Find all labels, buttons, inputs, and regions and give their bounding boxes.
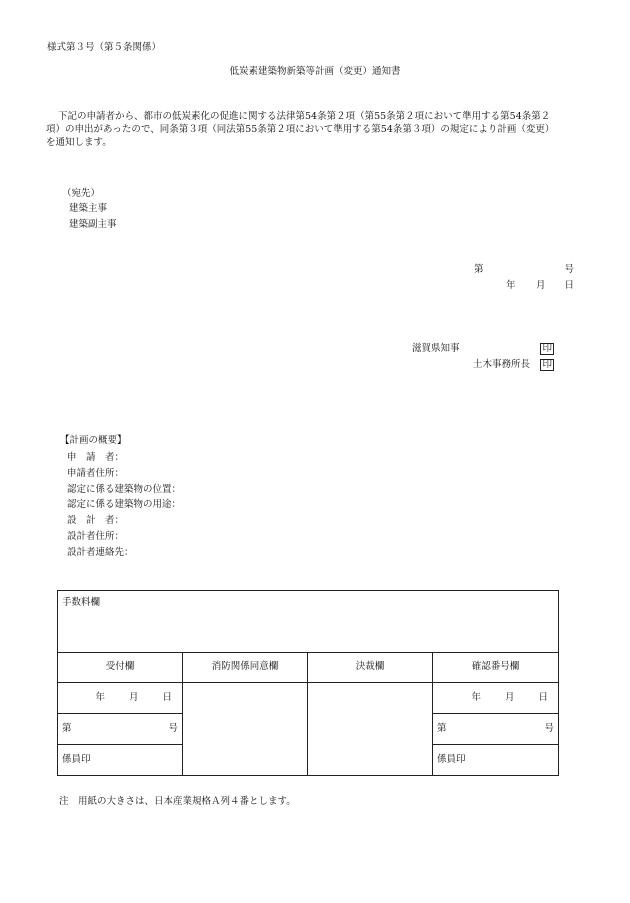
fire-consent-cell (183, 683, 308, 776)
reception-number (58, 714, 183, 745)
number-suffix: 号 (544, 722, 555, 734)
approval-cell (308, 683, 433, 776)
header-fire-consent: 消防関係同意欄 (183, 653, 308, 683)
number-prefix: 第 (474, 264, 484, 275)
date-year: 年 (506, 280, 516, 291)
date-day: 日 (538, 691, 549, 703)
body-line: 項）の申出があったので、同条第３項（同法第55条第２項において準用する第54条第３項）の規定により計画（変更） (46, 123, 555, 135)
reception-date (58, 683, 183, 714)
addressee-item: 建築主事 (69, 203, 108, 214)
document-title: 低炭素建築物新築等計画（変更）通知書 (229, 66, 401, 77)
confirmation-number (433, 714, 559, 745)
overview-heading: 【計画の概要】 (60, 435, 127, 446)
overview-item: 申請者住所： (67, 467, 125, 479)
date-month: 月 (128, 691, 139, 703)
seal-mark: 印 (542, 359, 552, 370)
fee-label: 手数料欄 (62, 597, 101, 608)
form-id: 様式第３号（第５条関係） (47, 42, 162, 53)
overview-item: 申 請 者： (67, 452, 125, 463)
number-suffix: 号 (564, 264, 574, 275)
header-approval: 決裁欄 (308, 653, 433, 683)
overview-list (67, 450, 181, 561)
overview-item: 認定に係る建築物の用途： (67, 499, 182, 511)
office-use-table (57, 590, 559, 776)
header-confirmation-number: 確認番号欄 (433, 653, 559, 683)
addressee-item: 建築副主事 (69, 219, 117, 230)
confirmation-date (433, 683, 559, 714)
paper-size-note: 注 用紙の大きさは、日本産業規格Ａ列４番とします。 (59, 796, 296, 807)
overview-item: 設 計 者： (67, 515, 125, 527)
overview-item: 認定に係る建築物の位置： (67, 483, 182, 495)
fee-cell (58, 591, 559, 653)
date-day: 日 (162, 691, 172, 703)
date-year: 年 (471, 691, 481, 703)
body-line: を通知します。 (46, 136, 112, 148)
issuer-name: 滋賀県知事 (412, 343, 460, 354)
date-year: 年 (95, 691, 105, 703)
confirmation-staff-seal: 係員印 (433, 745, 559, 776)
header-reception: 受付欄 (58, 653, 183, 683)
overview-item: 設計者住所： (67, 530, 125, 542)
issuer-name: 土木事務所長 (473, 359, 531, 370)
body-line: 下記の申請者から、都市の低炭素化の促進に関する法律第54条第２項（第55条第２項において準用する第54条第２ (58, 111, 551, 122)
number-suffix: 号 (168, 722, 178, 734)
issuer-governor (412, 343, 554, 356)
issuer-office-director (473, 359, 554, 372)
body-text (46, 111, 586, 149)
addressee-label: （宛先） (62, 188, 101, 199)
date-month: 月 (536, 280, 546, 291)
overview-item: 設計者連絡先： (67, 546, 134, 558)
seal-mark: 印 (542, 343, 552, 354)
date-month: 月 (504, 691, 515, 703)
reception-staff-seal: 係員印 (58, 745, 183, 776)
number-prefix: 第 (437, 722, 447, 734)
date-day: 日 (564, 280, 574, 291)
number-prefix: 第 (62, 722, 72, 734)
